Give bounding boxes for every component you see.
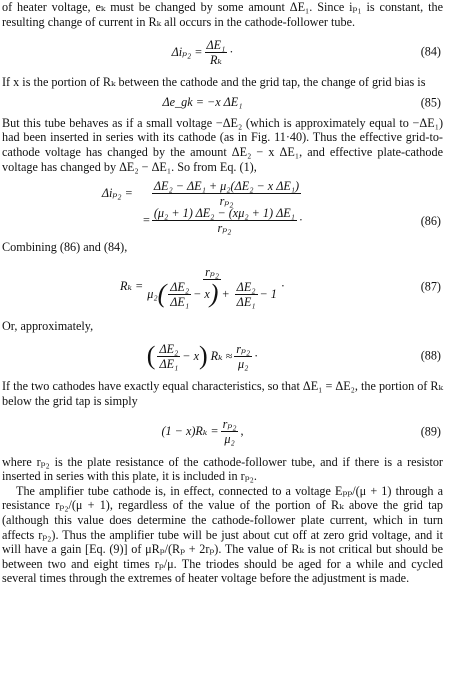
eq87-inner2-num: ΔE₂ bbox=[236, 279, 256, 294]
paragraph-amplifier-cathode: The amplifier tube cathode is, in effect, connected to a voltage Eₚₚ/(μ + 1) through a resistance rₚ₂/(μ + 1), regardless of the value of the portion of Rₖ above the grid tap (although this value does determine the cathode-follower plate current, which in turn affects rₚ₂). Thus the amplifier tube will be just about cut off at zero grid voltage, and it will have a gain [Eq. (9)] of μRₚ/(Rₚ + 2rₚ). The value of Rₖ is not critical but should be between two and eight times rₚ/μ. The triodes should be aged for a while and cycled several times through the extremes of heater voltage before the adjustment is made. bbox=[2, 483, 443, 586]
eq86-denominator-1: rₚ₂ bbox=[219, 194, 234, 209]
eq87-numerator: rₚ₂ bbox=[205, 264, 219, 279]
eq89-lhs: (1 − x)Rₖ = bbox=[161, 424, 219, 439]
eq88-rhs-numerator: rₚ₂ bbox=[236, 341, 251, 356]
eq87-fraction bbox=[145, 265, 279, 309]
eq87-lhs: Rₖ = bbox=[120, 279, 144, 294]
eq87-tail: · bbox=[280, 279, 285, 294]
eq89-tail: , bbox=[240, 424, 244, 439]
paragraph-small-voltage: But this tube behaves as if a small voltage −ΔE₂ (which is approximately equal to −ΔE₁) had been inserted in series with its cathode (as in Fig. 11·40). Thus the effective grid-to-cathode voltage has changed by the amount ΔE₂ − x ΔE₁, and effective plate-cathode voltage has changed by ΔE₂ − ΔE₁. So from Eq. (1), bbox=[2, 115, 443, 174]
eq84-numerator: ΔE₁ bbox=[206, 37, 226, 52]
equation-89 bbox=[2, 415, 443, 449]
eq87-inner-fraction bbox=[168, 280, 191, 309]
eq87-inner-den: ΔE₁ bbox=[170, 294, 190, 309]
eq87-mu: μ₂ bbox=[147, 287, 158, 302]
paragraph-plate-resistance: where rₚ₂ is the plate resistance of the cathode-follower tube, and if there is a resistor inserted in series with this plate, it is included in rₚ₂. bbox=[2, 454, 443, 484]
eq86-numerator-2: (μ₂ + 1) ΔE₂ − (xμ₂ + 1) ΔE₁ bbox=[153, 206, 295, 221]
eq87-close-paren: ) bbox=[209, 279, 219, 309]
eq88-open-paren: ( bbox=[146, 341, 156, 371]
eq87-inner-num: ΔE₂ bbox=[170, 279, 190, 294]
eq88-tail: · bbox=[254, 349, 259, 364]
eq86-lines bbox=[102, 180, 303, 234]
eq88-close-paren: ) bbox=[198, 341, 208, 371]
eq86-lhs: Δiₚ₂ = bbox=[101, 186, 133, 201]
eq84-denominator: Rₖ bbox=[209, 52, 222, 67]
eq86-fraction-1 bbox=[152, 179, 301, 208]
eq87-inner-fraction-2 bbox=[235, 280, 258, 309]
eq84-number: (84) bbox=[420, 44, 441, 59]
equation-85 bbox=[2, 94, 443, 112]
eq89-fraction bbox=[221, 417, 239, 446]
eq86-line-1 bbox=[102, 180, 303, 207]
eq86-denominator-2: rₚ₂ bbox=[217, 221, 232, 236]
eq85-number: (85) bbox=[420, 95, 441, 110]
eq88-denominator: ΔE₁ bbox=[159, 356, 179, 371]
eq88-fraction bbox=[157, 342, 180, 371]
eq86-fraction-2 bbox=[152, 206, 297, 235]
eq86-numerator-1: ΔE₂ − ΔE₁ + μ₂(ΔE₂ − x ΔE₁) bbox=[153, 179, 300, 194]
eq88-rhs-fraction bbox=[234, 342, 252, 371]
eq88-rhs-denominator: μ₂ bbox=[238, 356, 249, 371]
equation-88 bbox=[2, 339, 443, 373]
eq84-lhs: Δiₚ₂ = bbox=[171, 44, 203, 59]
eq87-open-paren: ( bbox=[157, 279, 167, 309]
paragraph-equal-cathodes: If the two cathodes have exactly equal characteristics, so that ΔE₁ = ΔE₂, the portion of Rₖ below the grid tap is simply bbox=[2, 379, 443, 408]
eq84-fraction bbox=[205, 38, 228, 67]
equation-84 bbox=[2, 35, 443, 69]
eq87-denominator bbox=[145, 280, 279, 309]
eq84-tail: · bbox=[229, 44, 234, 59]
paragraph-combining: Combining (86) and (84), bbox=[2, 240, 128, 255]
eq88-rhs-left: Rₖ ≈ bbox=[210, 349, 233, 364]
eq88-number: (88) bbox=[420, 349, 441, 364]
eq87-minus-one: − 1 bbox=[259, 287, 277, 302]
eq87-inner2-den: ΔE₁ bbox=[236, 294, 256, 309]
eq89-numerator: rₚ₂ bbox=[222, 417, 237, 432]
eq87-plus: + bbox=[221, 287, 230, 302]
eq86-tail: · bbox=[298, 213, 303, 228]
eq87-minus-x: − x bbox=[193, 287, 210, 302]
eq87-number: (87) bbox=[420, 279, 441, 294]
eq85-text: Δe_gk = −x ΔE₁ bbox=[162, 95, 243, 110]
page bbox=[2, 0, 443, 586]
eq88-numerator: ΔE₂ bbox=[159, 341, 179, 356]
paragraph-approximately: Or, approximately, bbox=[2, 318, 94, 333]
eq89-number: (89) bbox=[420, 424, 441, 439]
equation-86 bbox=[2, 180, 443, 234]
eq86-number: (86) bbox=[420, 213, 441, 228]
eq89-denominator: μ₂ bbox=[224, 432, 235, 447]
eq86-equals: = bbox=[143, 213, 150, 228]
paragraph-heater-voltage: of heater voltage, eₖ must be changed by some amount ΔE₁. Since iₚ₁ is constant, the resulting change of current in Rₖ all occurs in the cathode-follower tube. bbox=[2, 0, 443, 29]
equation-87 bbox=[2, 261, 443, 313]
paragraph-grid-tap: If x is the portion of Rₖ between the cathode and the grid tap, the change of grid bias is bbox=[2, 75, 426, 90]
eq88-minus-x: − x bbox=[182, 349, 199, 364]
eq86-line-2 bbox=[102, 207, 303, 234]
